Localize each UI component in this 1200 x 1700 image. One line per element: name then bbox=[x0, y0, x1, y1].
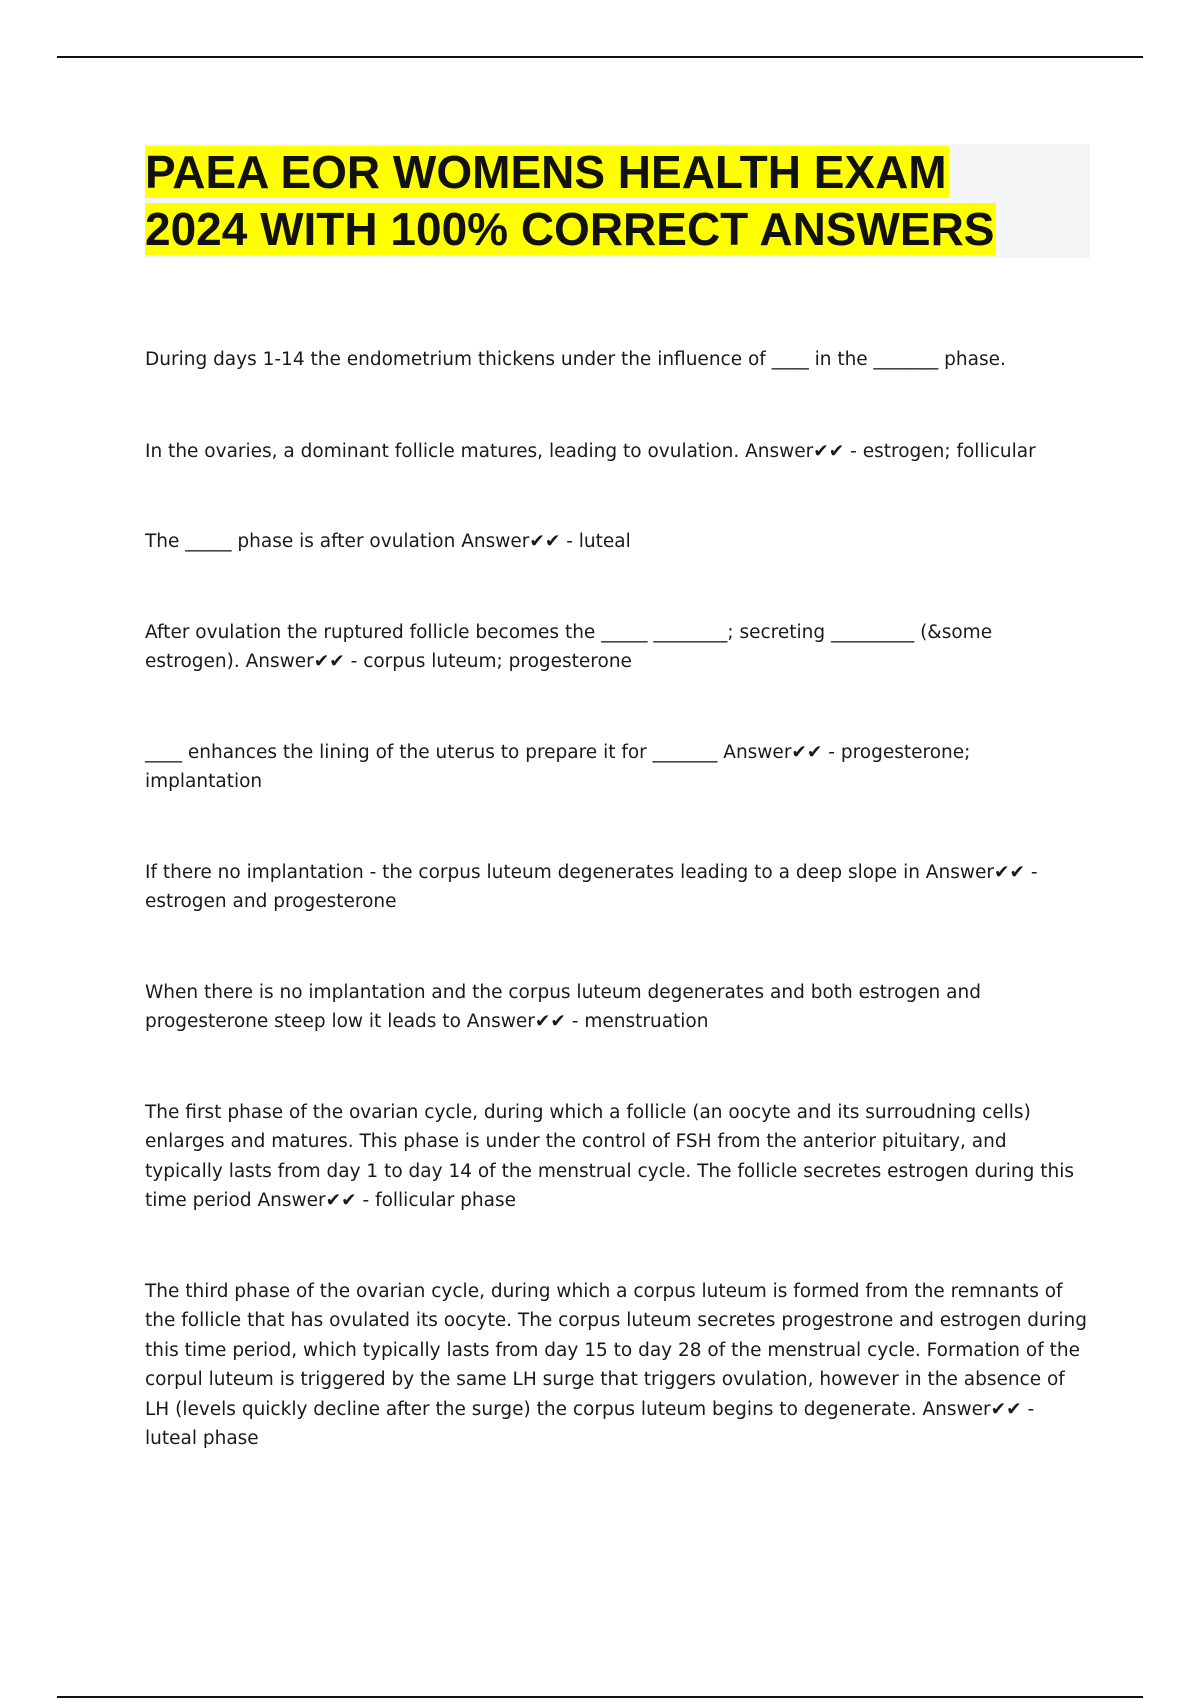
top-rule bbox=[57, 56, 1143, 58]
title-line-2: 2024 WITH 100% CORRECT ANSWERS bbox=[145, 203, 995, 255]
qa-item: After ovulation the ruptured follicle becomes the _____ ________; secreting _________ (&some estrogen). Answer✔✔ - corpus luteum; progesterone bbox=[145, 621, 993, 672]
qa-item: If there no implantation - the corpus luteum degenerates leading to a deep slope in Answer✔✔ - estrogen and progesterone bbox=[145, 861, 1038, 912]
qa-item: The first phase of the ovarian cycle, during which a follicle (an oocyte and its surroudning cells) enlarges and matures. This phase is under the control of FSH from the anterior pituitary, and typically lasts from day 1 to day 14 of the menstrual cycle. The follicle secretes estrogen during this time period Answer✔✔ - follicular phase bbox=[145, 1101, 1074, 1211]
qa-item: ____ enhances the lining of the uterus to prepare it for _______ Answer✔✔ - progesterone; implantation bbox=[145, 741, 971, 792]
qa-item: The third phase of the ovarian cycle, during which a corpus luteum is formed from the remnants of the follicle that has ovulated its oocyte. The corpus luteum secretes progestrone and estrogen during this time period, which typically lasts from day 15 to day 28 of the menstrual cycle. Formation of the corpul luteum is triggered by the same LH surge that triggers ovulation, however in the absence of LH (levels quickly decline after the surge) the corpus luteum begins to degenerate. Answer✔✔ - luteal phase bbox=[145, 1280, 1087, 1449]
title-line-1: PAEA EOR WOMENS HEALTH EXAM bbox=[145, 146, 947, 198]
qa-item: In the ovaries, a dominant follicle matures, leading to ovulation. Answer✔✔ - estrogen; follicular bbox=[145, 440, 1036, 462]
qa-item: When there is no implantation and the corpus luteum degenerates and both estrogen and progesterone steep low it leads to Answer✔✔ - menstruation bbox=[145, 981, 981, 1032]
qa-list bbox=[145, 345, 1090, 1454]
document-title bbox=[145, 144, 1090, 258]
qa-item: During days 1-14 the endometrium thickens under the influence of ____ in the _______ phase. bbox=[145, 349, 1006, 370]
bottom-rule bbox=[57, 1696, 1143, 1698]
qa-item: The _____ phase is after ovulation Answer✔✔ - luteal bbox=[145, 531, 631, 552]
title-block bbox=[145, 144, 1090, 258]
